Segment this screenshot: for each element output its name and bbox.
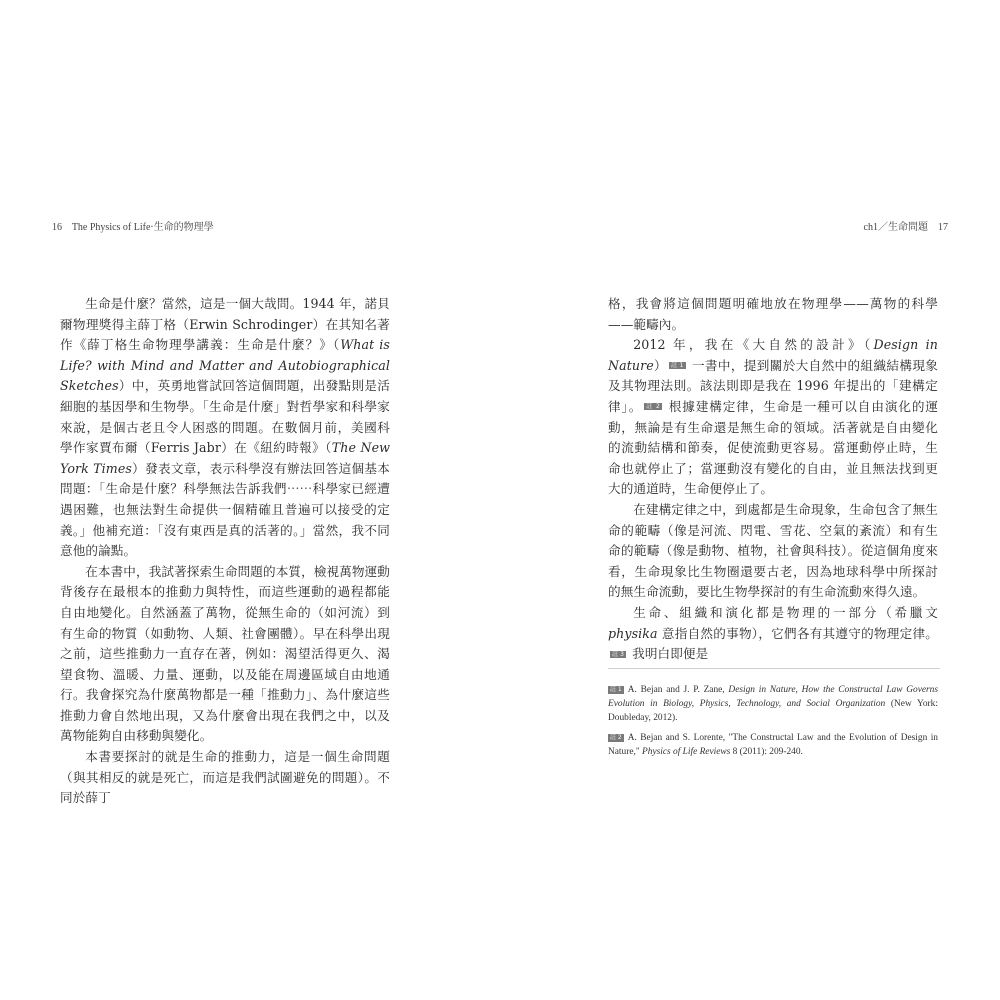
text-run: 8 (2011): 209-240.: [730, 747, 803, 757]
text-run: (New York: Doubleday, 2012).: [608, 699, 938, 723]
right-page-number: 17: [938, 222, 948, 233]
left-paragraph-1: [60, 294, 390, 562]
right-paragraph-3: 在建構定律之中，到處都是生命現象，生命包含了無生命的範疇（像是河流、閃電、雪花、空氣的紊流）和有生命的範疇（像是動物、植物，社會與科技）。從這個角度來看，生命現象比生物圈還要古老，因為地球科學中所探討的無生命流動，要比生物學探討的有生命流動來得久遠。: [608, 501, 938, 600]
footnote-marker-1[interactable]: 註 1: [671, 362, 684, 370]
text-run: 根據建構定律，生命是一種可以自由演化的運動，無論是有生命還是無生命的領域。活著就是自由變化的流動結構和節奏，促使流動更容易。當運動停止時，生命也就停止了；當運動沒有變化的自由，並且無法找到更大的通道時，生命便停止了。: [608, 398, 939, 497]
right-paragraph-1: 格，我會將這個問題明確地放在物理學——萬物的科學——範疇內。: [608, 296, 938, 332]
right-paragraph-4: [608, 603, 938, 665]
text-run: ）: [653, 357, 668, 373]
left-page-body: [60, 294, 390, 809]
text-run: ）發表文章，表示科學沒有辦法回答這個基本問題：「生命是什麼？科學無法告訴我們⋯⋯科學家已經遭遇困難，也無法對生命提供一個精確且普遍可以接受的定義。」他補充道：「沒有東西是真的活著的。」當然，我不同意他的論點。: [60, 460, 390, 559]
book-title-italic: Design in Nature: [608, 337, 938, 373]
text-run: 生命是什麼？當然，這是一個大哉問。1944 年，諾貝爾物理獎得主薛丁格（Erwin Schrodinger）在其知名著作《薛丁格生命物理學講義：生命是什麼？》（: [60, 296, 390, 353]
greek-term-italic: physika: [608, 625, 658, 641]
left-paragraph-3: 本書要探討的就是生命的推動力，這是一個生命問題（與其相反的就是死亡，而這是我們試圖避免的問題）。不同於薛丁: [60, 749, 390, 806]
footnotes: [608, 683, 938, 765]
book-title-italic: What is Life? with Mind and Matter and Autobiographical Sketches: [60, 337, 390, 394]
right-running-title: ch1／生命問題: [863, 222, 928, 233]
footnote-marker-2[interactable]: 註 2: [646, 403, 660, 411]
left-page-header: [52, 218, 214, 233]
footnote-label-1: 註 1: [610, 685, 622, 693]
footnote-2: [608, 731, 938, 759]
right-paragraph-2: [608, 335, 938, 500]
text-run: A. Bejan and J. P. Zane,: [627, 685, 729, 695]
footnote-marker-3[interactable]: 註 3: [612, 650, 625, 658]
footnote-divider: [608, 668, 940, 669]
text-run: 生命、組織和演化都是物理的一部分（希臘文: [633, 604, 938, 620]
journal-title-italic: Physics of Life Reviews: [642, 747, 731, 757]
right-page-body: [608, 294, 938, 665]
left-page-number: 16: [52, 222, 62, 233]
text-run: 意指自然的事物），它們各有其遵守的物理定律。: [657, 625, 938, 641]
text-run: 2012 年，我在《大自然的設計》（: [633, 337, 874, 353]
footnote-1: [608, 683, 938, 725]
text-run: ）中，英勇地嘗試回答這個問題，出發點則是活細胞的基因學和生物學。「生命是什麼」對哲學家和科學家來說，是個古老且令人困惑的問題。在數個月前，美國科學作家賈布爾（Ferris Jabr）在《紐約時報》（: [60, 378, 390, 456]
newspaper-title-italic: The New York Times: [60, 440, 391, 476]
left-running-title: The Physics of Life‧生命的物理學: [71, 222, 214, 233]
text-run: 一書中，提到關於大自然中的組織結構現象及其物理法則。該法則即是我在 1996 年提出的「建構定律」。: [608, 357, 938, 414]
footnote-label-2: 註 2: [610, 733, 622, 741]
right-page-header: [864, 218, 948, 233]
text-run: 我明白即便是: [628, 646, 709, 662]
text-run: A. Bejan and S. Lorente, "The Constructal Law and the Evolution of Design in Nature,": [608, 733, 938, 757]
left-paragraph-2: 在本書中，我試著探索生命問題的本質，檢視萬物運動背後存在最根本的推動力與特性，而這些運動的過程都能自由地變化。自然涵蓋了萬物，從無生命的（如河流）到有生命的物質（如動物、人類、社會團體）。早在科學出現之前，這些推動力一直存在著，例如：渴望活得更久、渴望食物、溫暖、力量、運動，以及能在周邊區域自由地通行。我會探究為什麼萬物都是一種「推動力」、為什麼這些推動力會自然地出現，又為什麼會出現在我們之中，以及萬物能夠自由移動與變化。: [60, 563, 390, 744]
citation-title-italic: Design in Nature, How the Constructal Law Governs Evolution in Biology, Physics, Technology, and Social Organization: [608, 685, 939, 709]
